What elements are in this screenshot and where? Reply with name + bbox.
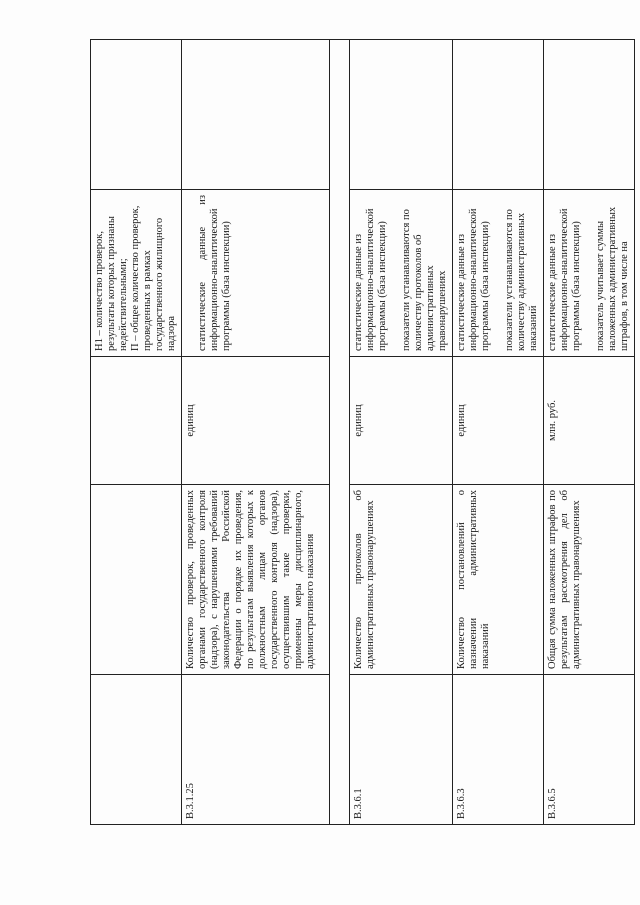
- indicator-code: В.3.1.25: [182, 675, 330, 825]
- indicator-unit: единиц: [182, 357, 330, 485]
- indicator-source: [453, 190, 544, 357]
- indicator-unit: единиц: [453, 357, 544, 485]
- indicator-description: Общая сумма наложенных штрафов по результатам рассмотрения дел об административных правонарушениях: [544, 485, 635, 675]
- section-title: [330, 40, 350, 825]
- empty-cell: [182, 40, 330, 190]
- indicator-description: Количество проверок, проведенных органами государственного контроля (надзора), с нарушениями требований законодательства Российской Федерации о порядке их проведения, по результатам выявления которых к должностным лицам органов государственного контроля (надзора), осуществившим такие проверки, применены меры дисциплинарного, административного наказания: [182, 485, 330, 675]
- indicator-code: В.3.6.3: [453, 675, 544, 825]
- note-text: показатель учитывает суммы наложенных административных штрафов, в том числе на: [595, 206, 630, 351]
- source-text: статистические данные из информационно-аналитической программы (база инспекции): [197, 195, 232, 351]
- table-row: [182, 40, 330, 825]
- indicator-source: [182, 190, 330, 357]
- code-cell: [91, 675, 182, 825]
- info-line: П – общее количество проверок, проведенных в рамках государственного жилищного надзора: [130, 205, 177, 351]
- indicator-source: [350, 190, 453, 357]
- indicator-code: В.3.6.5: [544, 675, 635, 825]
- info-cell: [91, 190, 182, 357]
- empty-cell: [544, 40, 635, 190]
- indicator-source: [544, 190, 635, 357]
- source-text: статистические данные из информационно-аналитической программы (база инспекции): [547, 208, 582, 351]
- note-text: показатели устанавливаются по количеству протоколов об административных правонарушениях: [401, 209, 448, 351]
- info-line: Н1 – количество проверок, результаты которых признаны недействительными;: [94, 216, 129, 351]
- description-cell: [91, 485, 182, 675]
- table-row: [350, 40, 453, 825]
- indicator-table: [90, 39, 635, 825]
- indicator-description: Количество постановлений о назначении административных наказаний: [453, 485, 544, 675]
- empty-cell: [350, 40, 453, 190]
- source-text: статистические данные из информационно-аналитической программы (база инспекции): [456, 208, 491, 351]
- indicator-unit: млн. руб.: [544, 357, 635, 485]
- rotated-table-wrapper: [90, 40, 630, 825]
- indicator-unit: единиц: [350, 357, 453, 485]
- table-row: [91, 40, 182, 825]
- empty-cell: [453, 40, 544, 190]
- note-text: показатели устанавливаются по количеству административных наказаний: [504, 209, 539, 351]
- indicator-code: В.3.6.1: [350, 675, 453, 825]
- unit-cell: [91, 357, 182, 485]
- section-row: [330, 40, 350, 825]
- indicator-description: Количество протоколов об административных правонарушениях: [350, 485, 453, 675]
- table-row: [453, 40, 544, 825]
- source-text: статистические данные из информационно-аналитической программы (база инспекции): [353, 208, 388, 351]
- table-row: [544, 40, 635, 825]
- empty-cell: [91, 40, 182, 190]
